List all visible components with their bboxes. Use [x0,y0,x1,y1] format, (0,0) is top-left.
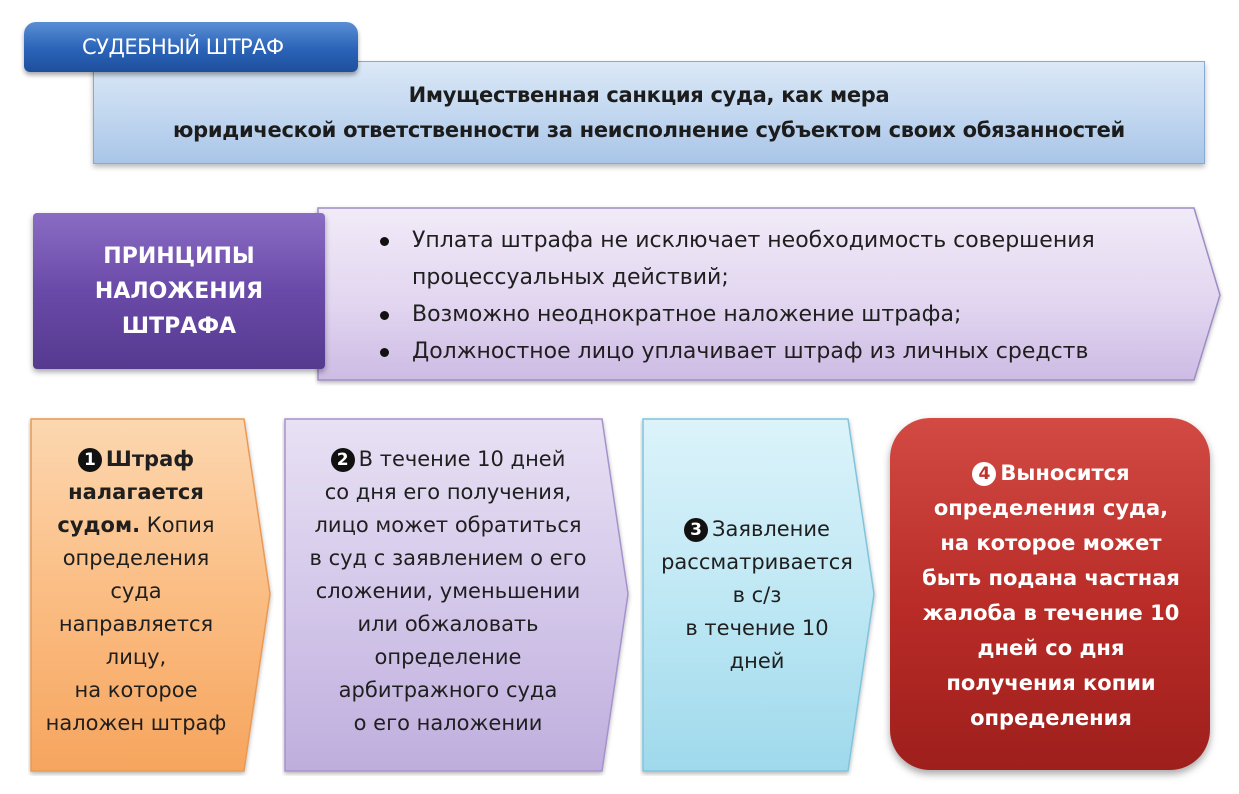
bullet-icon [380,348,389,357]
step-2-number-badge: 2 [331,448,355,472]
step-4-line: на которое может [940,531,1162,555]
step-1-line: Штраф [105,447,195,471]
step-4-line: жалоба в течение 10 [922,601,1180,625]
step-1-line: на которое [74,678,198,702]
principles-label [33,213,325,369]
step-3-line: в с/з [732,583,782,607]
step-3-line: дней [729,649,785,673]
step-4-line: Выносится [1000,461,1130,485]
definition-line-2: юридической ответственности за неисполнение субъектом своих обязанностей [173,117,1125,142]
step-4-line: дней со дня [977,636,1125,660]
step-3-line: в течение 10 [685,616,829,640]
step-3-line: Заявление [712,517,830,541]
step-2-line: со дня его получения, [324,480,572,504]
principles-label-line-3: ШТРАФА [121,313,237,339]
principle-item [376,296,1196,333]
principles-label-line-2: НАЛОЖЕНИЯ [94,278,264,304]
step-2-line: или обжаловать [357,612,539,636]
step-2-line: В течение 10 дней [358,447,566,471]
step-4-line: определения суда, [933,496,1169,520]
step-1-text [36,443,236,740]
step-2-text [290,443,606,740]
step-1-line: налагается [68,480,204,504]
step-1-line: определения [62,546,210,570]
bullet-icon [380,237,389,246]
title-tab [24,22,358,72]
step-4-line: определения [970,706,1132,730]
bullet-icon [380,311,389,320]
step-4-number-badge: 4 [972,462,996,486]
step-1-line: судом. [57,513,141,537]
step-1-line: лицу, [105,645,167,669]
step-1-line: Копия [146,513,215,537]
principles-list [376,222,1196,370]
principle-item-text: Должностное лицо уплачивает штраф из личных средств [412,339,1089,364]
principles-label-line-1: ПРИНЦИПЫ [103,243,255,269]
principle-item [376,222,1196,296]
step-2-line: лицо может обратиться [314,513,582,537]
step-1-line: суда [110,579,162,603]
step-1-line: наложен штраф [45,711,227,735]
principle-item-text: Возможно неоднократное наложение штрафа; [412,302,962,327]
step-2-line: арбитражного суда [338,678,558,702]
step-1-number-badge: 1 [78,448,102,472]
step-1-line: направляется [58,612,214,636]
step-2-line: определение [374,645,522,669]
step-3-text [650,513,864,678]
step-4-line: получения копии [946,671,1156,695]
definition-box [93,61,1205,164]
definition-line-1: Имущественная санкция суда, как мера [408,82,890,107]
principle-item-text: Уплата штрафа не исключает необходимость совершения процессуальных действий; [412,228,1095,290]
step-4-text [906,456,1196,736]
step-2-line: о его наложении [353,711,543,735]
step-4-line: быть подана частная [922,566,1180,590]
step-3-line: рассматривается [661,550,853,574]
principle-item [376,333,1196,370]
title-tab-label: СУДЕБНЫЙ ШТРАФ [82,35,284,59]
step-2-line: в суд с заявлением о его [309,546,587,570]
step-3-number-badge: 3 [684,518,708,542]
step-2-line: сложении, уменьшении [315,579,581,603]
